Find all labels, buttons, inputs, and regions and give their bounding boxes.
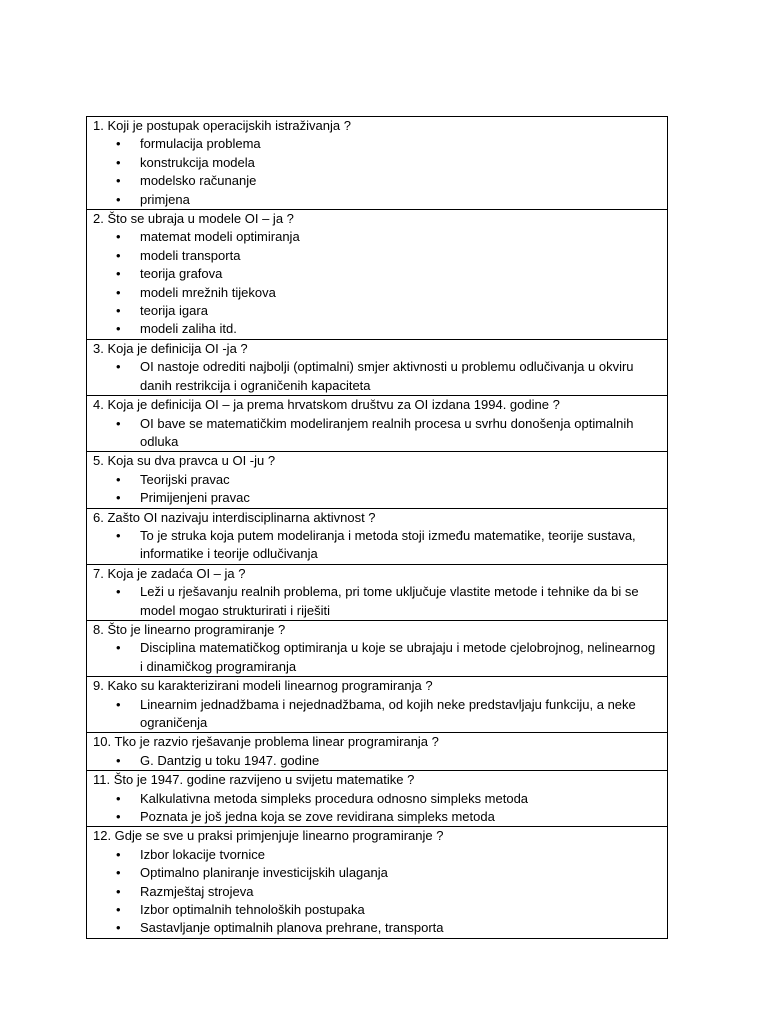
question-row (87, 827, 668, 938)
answer-item: • Linearnim jednadžbama i nejednadžbama, od kojih neke predstavljaju funkciju, a neke ograničenja (140, 696, 661, 733)
question-row (87, 339, 668, 395)
question-text: 12. Gdje se sve u praksi primjenjuje linearno programiranje ? (93, 828, 444, 844)
question-cell (87, 771, 668, 827)
answer-item: • To je struka koja putem modeliranja i metoda stoji između matematike, teorije sustava, informatike i teorije odlučivanja (140, 527, 661, 564)
question-cell (87, 210, 668, 340)
question-row (87, 396, 668, 452)
answer-list (93, 471, 661, 508)
answer-item: • Poznata je još jedna koja se zove revidirana simpleks metoda (140, 808, 661, 826)
answer-item: • modeli zaliha itd. (140, 320, 661, 338)
answer-list (93, 415, 661, 452)
question-cell (87, 827, 668, 938)
answer-item: • matemat modeli optimiranja (140, 228, 661, 246)
answer-item: • modeli transporta (140, 247, 661, 265)
question-row (87, 564, 668, 620)
answer-item: • formulacija problema (140, 135, 661, 153)
question-cell (87, 396, 668, 452)
question-row (87, 117, 668, 210)
question-row (87, 508, 668, 564)
answer-item: • teorija grafova (140, 265, 661, 283)
question-text: 2. Što se ubraja u modele OI – ja ? (93, 211, 294, 227)
question-cell (87, 733, 668, 771)
question-row (87, 452, 668, 508)
question-row (87, 620, 668, 676)
question-cell (87, 452, 668, 508)
question-cell (87, 117, 668, 210)
answer-item: • Optimalno planiranje investicijskih ulaganja (140, 864, 661, 882)
answer-item: • OI nastoje odrediti najbolji (optimalni) smjer aktivnosti u problemu odlučivanja u okviru danih restrikcija i ograničenih kapaciteta (140, 358, 661, 395)
question-cell (87, 620, 668, 676)
question-cell (87, 339, 668, 395)
questions-table (86, 116, 668, 939)
question-text: 3. Koja je definicija OI -ja ? (93, 340, 248, 356)
question-row (87, 733, 668, 771)
answer-item: • Izbor lokacije tvornice (140, 846, 661, 864)
answer-item: • teorija igara (140, 302, 661, 320)
answer-list (93, 527, 661, 564)
question-text: 1. Koji je postupak operacijskih istraživanja ? (93, 118, 351, 133)
answer-item: • primjena (140, 191, 661, 209)
question-cell (87, 564, 668, 620)
answer-item: • Leži u rješavanju realnih problema, pri tome uključuje vlastite metode i tehnike da bi se model mogao strukturirati i riješiti (140, 583, 661, 620)
question-text: 4. Koja je definicija OI – ja prema hrvatskom društvu za OI izdana 1994. godine ? (93, 397, 560, 413)
answer-list (93, 790, 661, 827)
question-text: 8. Što je linearno programiranje ? (93, 621, 286, 637)
answer-list (93, 696, 661, 733)
answer-item: • Disciplina matematičkog optimiranja u koje se ubrajaju i metode cjelobrojnog, nelinearnog i dinamičkog programiranja (140, 639, 661, 676)
answer-list (93, 846, 661, 938)
answer-item: • konstrukcija modela (140, 154, 661, 172)
question-row (87, 210, 668, 340)
answer-list (93, 752, 661, 770)
question-text: 10. Tko je razvio rješavanje problema linear programiranja ? (93, 734, 439, 750)
question-text: 5. Koja su dva pravca u OI -ju ? (93, 453, 276, 469)
question-row (87, 771, 668, 827)
answer-item: • Sastavljanje optimalnih planova prehrane, transporta (140, 919, 661, 937)
answer-item: • Primijenjeni pravac (140, 489, 661, 507)
answer-item: • G. Dantzig u toku 1947. godine (140, 752, 661, 770)
answer-item: • modeli mrežnih tijekova (140, 284, 661, 302)
question-cell (87, 677, 668, 733)
question-text: 7. Koja je zadaća OI – ja ? (93, 565, 246, 581)
answer-list (93, 358, 661, 395)
answer-item: • Izbor optimalnih tehnoloških postupaka (140, 901, 661, 919)
question-text: 9. Kako su karakterizirani modeli linearnog programiranja ? (93, 678, 433, 694)
question-cell (87, 508, 668, 564)
answer-list (93, 135, 661, 209)
answer-item: • Teorijski pravac (140, 471, 661, 489)
question-text: 11. Što je 1947. godine razvijeno u svijetu matematike ? (93, 772, 415, 788)
answer-item: • modelsko računanje (140, 172, 661, 190)
question-row (87, 677, 668, 733)
answer-item: • OI bave se matematičkim modeliranjem realnih procesa u svrhu donošenja optimalnih odluka (140, 415, 661, 452)
answer-item: • Razmještaj strojeva (140, 883, 661, 901)
question-text: 6. Zašto OI nazivaju interdisciplinarna aktivnost ? (93, 509, 376, 525)
answer-list (93, 639, 661, 676)
answer-list (93, 583, 661, 620)
answer-list (93, 228, 661, 338)
answer-item: • Kalkulativna metoda simpleks procedura odnosno simpleks metoda (140, 790, 661, 808)
questions-table-body (87, 117, 668, 939)
